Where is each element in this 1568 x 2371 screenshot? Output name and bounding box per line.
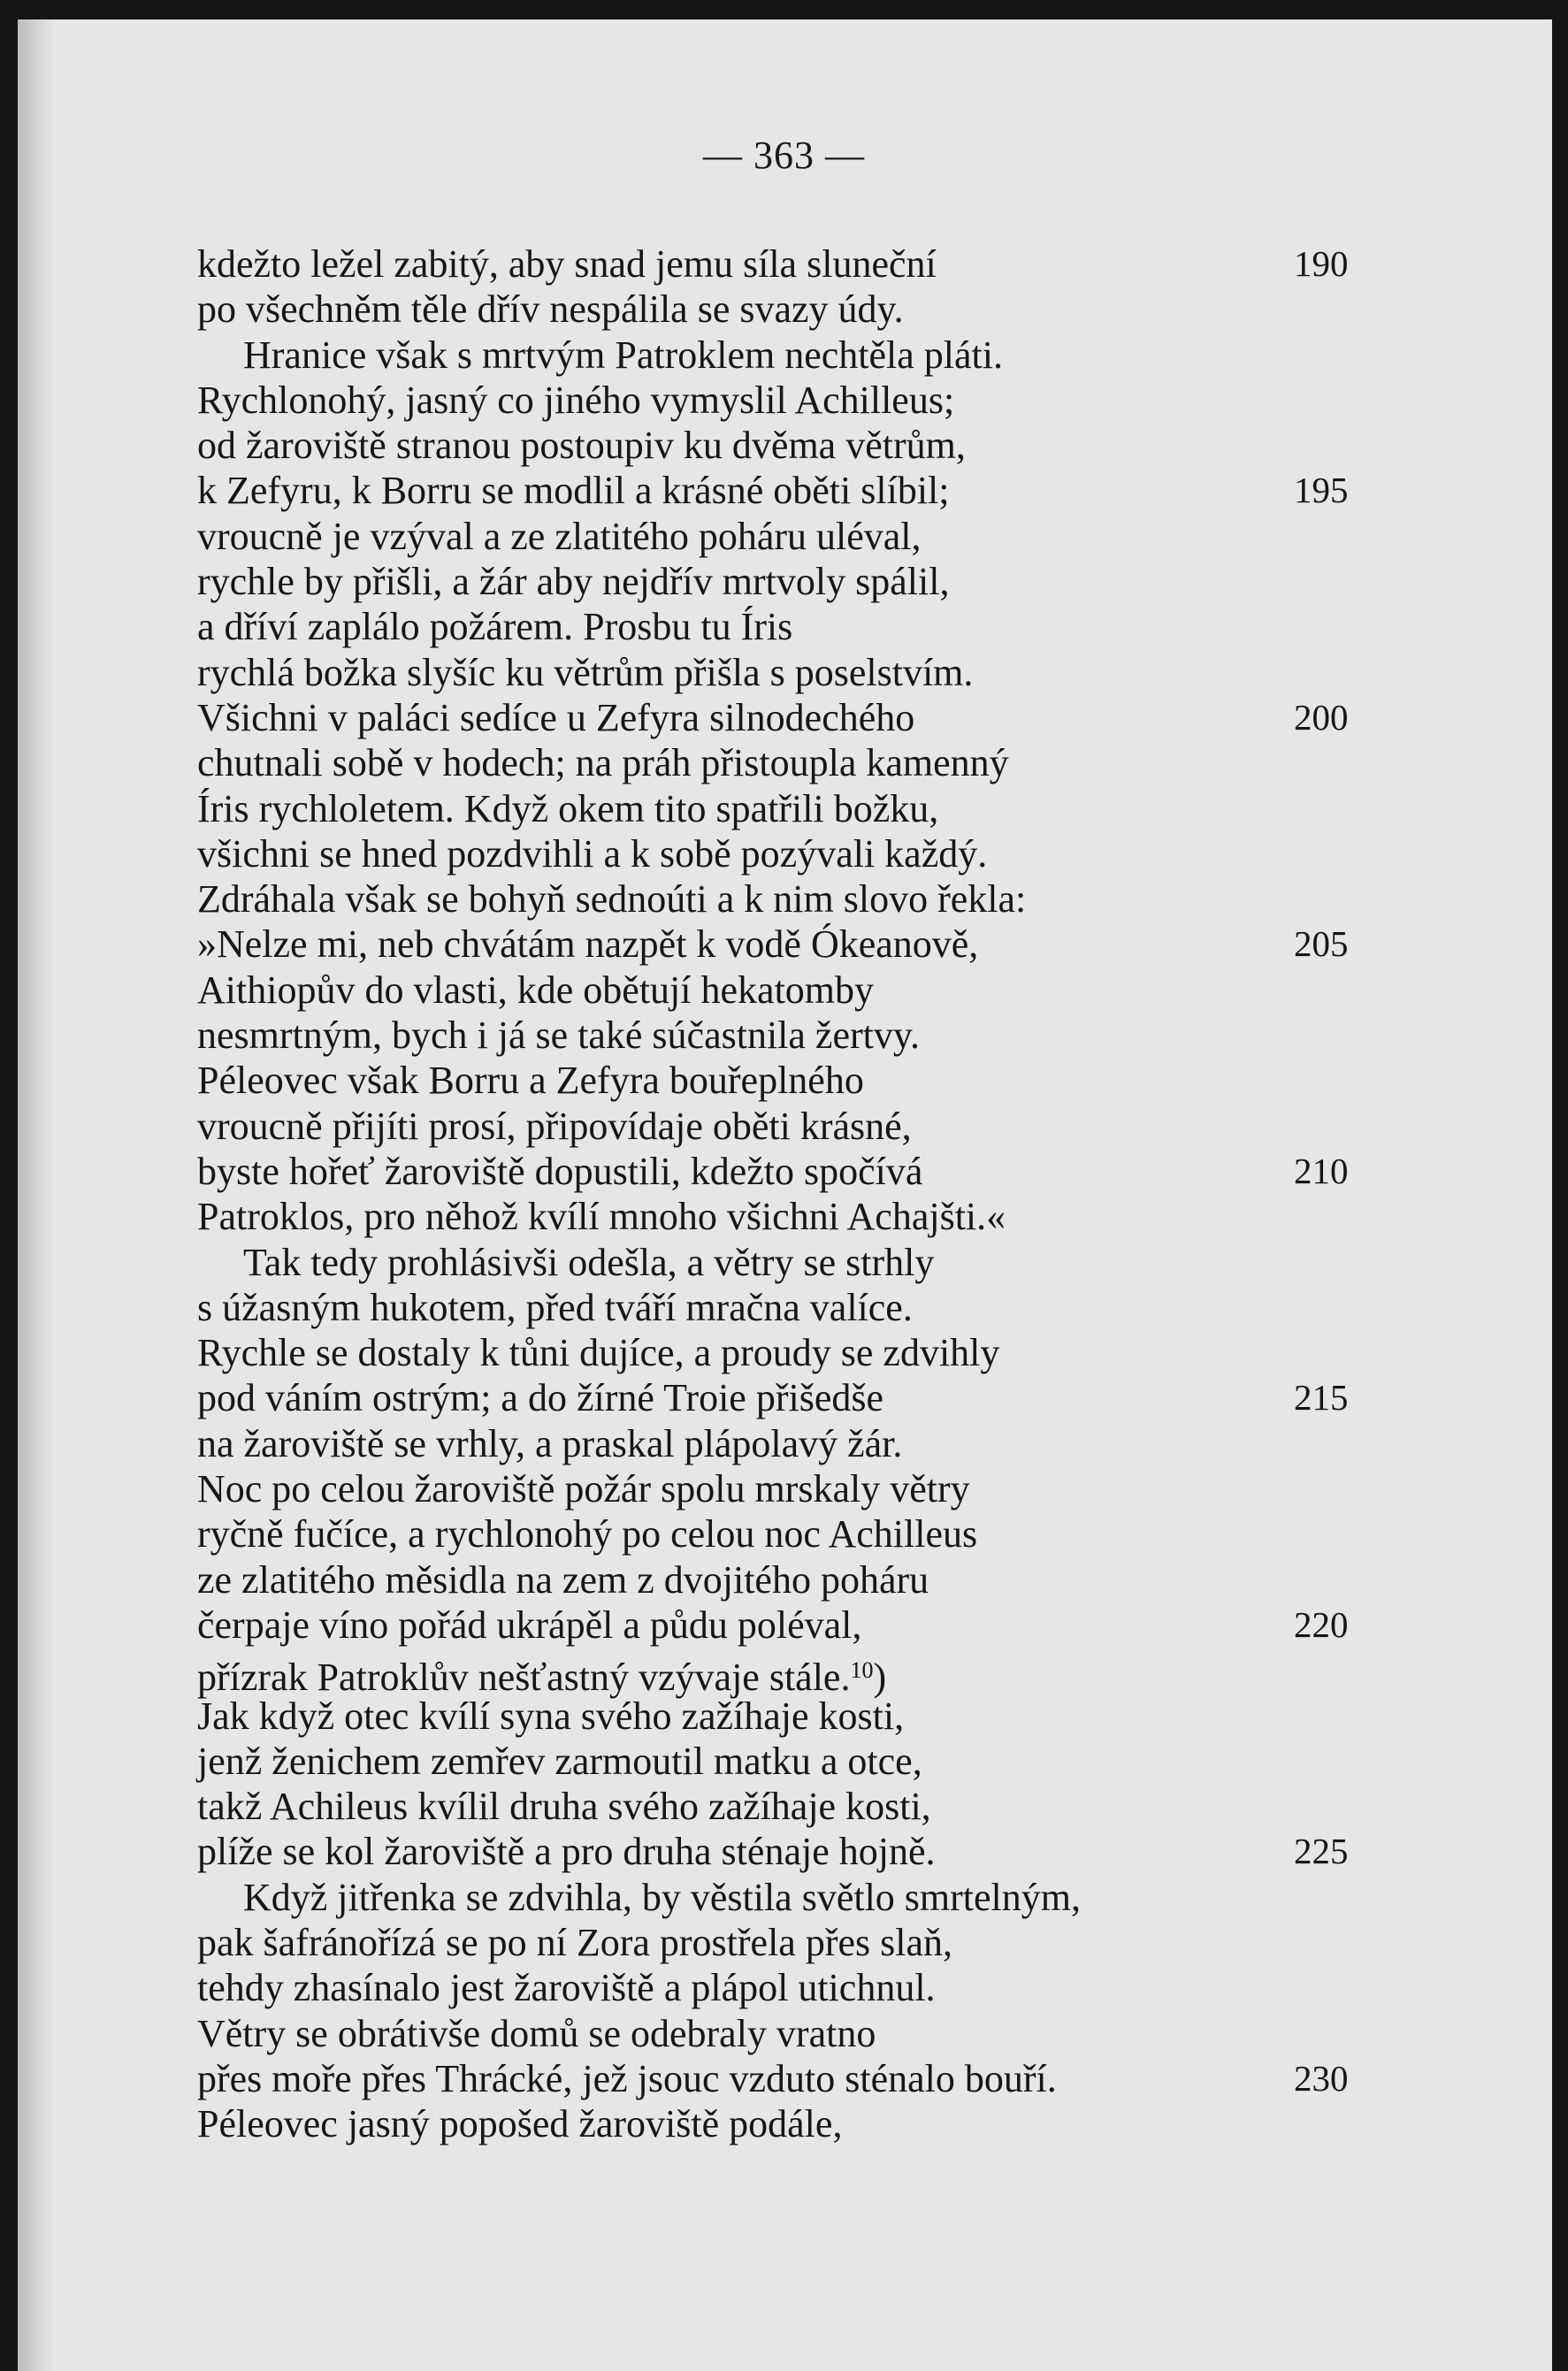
verse-line-text: čerpaje víno pořád ukrápěl a půdu poléval, [197, 1602, 862, 1647]
verse-line-text: chutnali sobě v hodech; na práh přistoupla kamenný [197, 741, 1009, 785]
verse-line-text: od žaroviště stranou postoupiv ku dvěma větrům, [197, 424, 966, 468]
verse-line [197, 468, 1400, 513]
verse-line [197, 1648, 1400, 1700]
verse-line [197, 604, 1400, 649]
verse-line [197, 1013, 1400, 1058]
verse-line-text: rychlá božka slyšíc ku větrům přišla s poselstvím. [197, 650, 974, 694]
verse-line-text: Rychlonohý, jasný co jiného vymyslil Achilleus; [197, 378, 955, 422]
verse-line [197, 1194, 1400, 1239]
verse-line [197, 559, 1400, 604]
verse-line-text: Rychle se dostaly k tůni dujíce, a proudy se zdvihly [197, 1331, 1000, 1375]
verse-line [197, 876, 1400, 922]
verse-line [197, 1375, 1400, 1420]
verse-line-text: Noc po celou žaroviště požár spolu mrskaly větry [197, 1467, 970, 1511]
verse-line [197, 514, 1400, 559]
verse-line-text: přes moře přes Thrácké, jež jsouc vzduto sténalo bouří. [197, 2056, 1057, 2100]
verse-line-text: rychle by přišli, a žár aby nejdřív mrtvoly spálil, [197, 560, 950, 604]
verse-line-text: k Zefyru, k Borru se modlil a krásné oběti slíbil; [197, 469, 950, 513]
verse-line [197, 786, 1400, 831]
verse-line [197, 1466, 1400, 1511]
verse-line [197, 2101, 1400, 2146]
verse-line [197, 1285, 1400, 1330]
verse-line-text: takž Achileus kvílil druha svého zažíhaje kosti, [197, 1785, 931, 1829]
line-number: 195 [1294, 470, 1349, 511]
verse-line [197, 1739, 1400, 1784]
gutter-shadow [18, 19, 53, 2371]
verse-line [197, 1875, 1400, 1920]
verse-line-text: Aithiopův do vlasti, kde obětují hekatomby [197, 968, 875, 1012]
verse-line-text: »Nelze mi, neb chvátám nazpět k vodě Ókeanově, [197, 922, 979, 967]
page-number: — 363 — [703, 134, 865, 177]
line-number: 220 [1294, 1603, 1349, 1645]
verse-line-text: nesmrtným, bych i já se také súčastnila žertvy. [197, 1013, 921, 1058]
verse-line [197, 695, 1400, 740]
verse-text-block [197, 241, 1400, 2146]
footnote-marker-paren: ) [873, 1656, 887, 1700]
verse-line-text: plíže se kol žaroviště a pro druha sténaje hojně. [197, 1830, 936, 1874]
verse-line [197, 968, 1400, 1013]
verse-line-text: Zdráhala však se bohyň sednoúti a k nim slovo řekla: [197, 877, 1027, 922]
verse-line-text: a dříví zaplálo požárem. Prosbu tu Íris [197, 605, 793, 649]
verse-line-text: na žaroviště se vrhly, a praskal plápolavý žár. [197, 1421, 903, 1465]
verse-line [197, 650, 1400, 695]
verse-line [197, 1602, 1400, 1648]
verse-line-text: Péleovec však Borru a Zefyra bouřeplného [197, 1059, 864, 1103]
verse-line [197, 831, 1400, 876]
verse-line [197, 1149, 1400, 1194]
verse-line [197, 740, 1400, 785]
verse-line-text: Hranice však s mrtvým Patroklem nechtěla pláti. [243, 333, 1003, 377]
verse-line-text: ryčně fučíce, a rychlonohý po celou noc Achilleus [197, 1512, 978, 1556]
verse-line [197, 1511, 1400, 1556]
verse-line-text: Patroklos, pro něhož kvílí mnoho všichni Achajšti.« [197, 1195, 1006, 1239]
verse-line-text: Péleovec jasný popošed žaroviště podále, [197, 2102, 843, 2146]
line-number: 230 [1294, 2057, 1349, 2099]
verse-line [197, 1557, 1400, 1602]
verse-line-text: všichni se hned pozdvihli a k sobě pozývali každý. [197, 831, 988, 876]
verse-line-text: ze zlatitého měsidla na zem z dvojitého poháru [197, 1557, 929, 1602]
verse-line-text: vroucně je vzýval a ze zlatitého poháru uléval, [197, 514, 922, 558]
verse-line [197, 1240, 1400, 1285]
line-number: 225 [1294, 1831, 1349, 1872]
verse-line-text: Tak tedy prohlásivši odešla, a větry se strhly [243, 1240, 935, 1284]
verse-line-text: tehdy zhasínalo jest žaroviště a plápol utichnul. [197, 1966, 936, 2010]
verse-line [197, 1694, 1400, 1739]
verse-line [197, 1965, 1400, 2010]
verse-line [197, 2056, 1400, 2101]
verse-line [197, 333, 1400, 378]
verse-line-text: pak šafránořízá se po ní Zora prostřela přes slaň, [197, 1920, 953, 1964]
scan-border-left [0, 0, 18, 2371]
verse-line [197, 922, 1400, 967]
line-number: 215 [1294, 1377, 1349, 1419]
verse-line-text: Íris rychloletem. Když okem tito spatřili božku, [197, 786, 939, 830]
footnote-marker: 10 [850, 1657, 874, 1684]
verse-line [197, 287, 1400, 332]
verse-line-text: kdežto ležel zabitý, aby snad jemu síla sluneční [197, 242, 937, 286]
scan-border-top [0, 0, 1568, 19]
verse-line-text: Všichni v paláci sedíce u Zefyra silnodechého [197, 695, 915, 739]
line-number: 190 [1294, 243, 1349, 284]
verse-line-text: jenž ženichem zemřev zarmoutil matku a otce, [197, 1739, 922, 1783]
verse-line-text: Větry se obrátivše domů se odebraly vratno [197, 2011, 876, 2055]
verse-line-text: po všechněm těle dřív nespálila se svazy údy. [197, 287, 904, 332]
verse-line [197, 1104, 1400, 1149]
verse-line [197, 1829, 1400, 1874]
verse-line [197, 1920, 1400, 1965]
line-number: 200 [1294, 696, 1349, 738]
verse-line [197, 423, 1400, 468]
scan-border-right [1552, 0, 1568, 2371]
verse-line-text: přízrak Patroklův nešťastný vzývaje stále. [197, 1656, 851, 1700]
line-number: 210 [1294, 1150, 1349, 1191]
verse-line [197, 241, 1400, 287]
verse-line-text: Jak když otec kvílí syna svého zažíhaje kosti, [197, 1694, 905, 1738]
verse-line-text: s úžasným hukotem, před tváří mračna valíce. [197, 1285, 913, 1329]
verse-line [197, 1784, 1400, 1829]
verse-line [197, 1058, 1400, 1103]
verse-line [197, 378, 1400, 423]
line-number: 205 [1294, 923, 1349, 965]
verse-line-text: pod váním ostrým; a do žírné Troie přišedše [197, 1376, 884, 1420]
verse-line-text: byste hořeť žaroviště dopustili, kdežto spočívá [197, 1149, 923, 1193]
verse-line [197, 1330, 1400, 1375]
verse-line-text: Když jitřenka se zdvihla, by věstila světlo smrtelným, [243, 1875, 1082, 1919]
verse-line [197, 1421, 1400, 1466]
verse-line-text: vroucně přijíti prosí, připovídaje oběti krásné, [197, 1104, 912, 1148]
verse-line [197, 2011, 1400, 2056]
